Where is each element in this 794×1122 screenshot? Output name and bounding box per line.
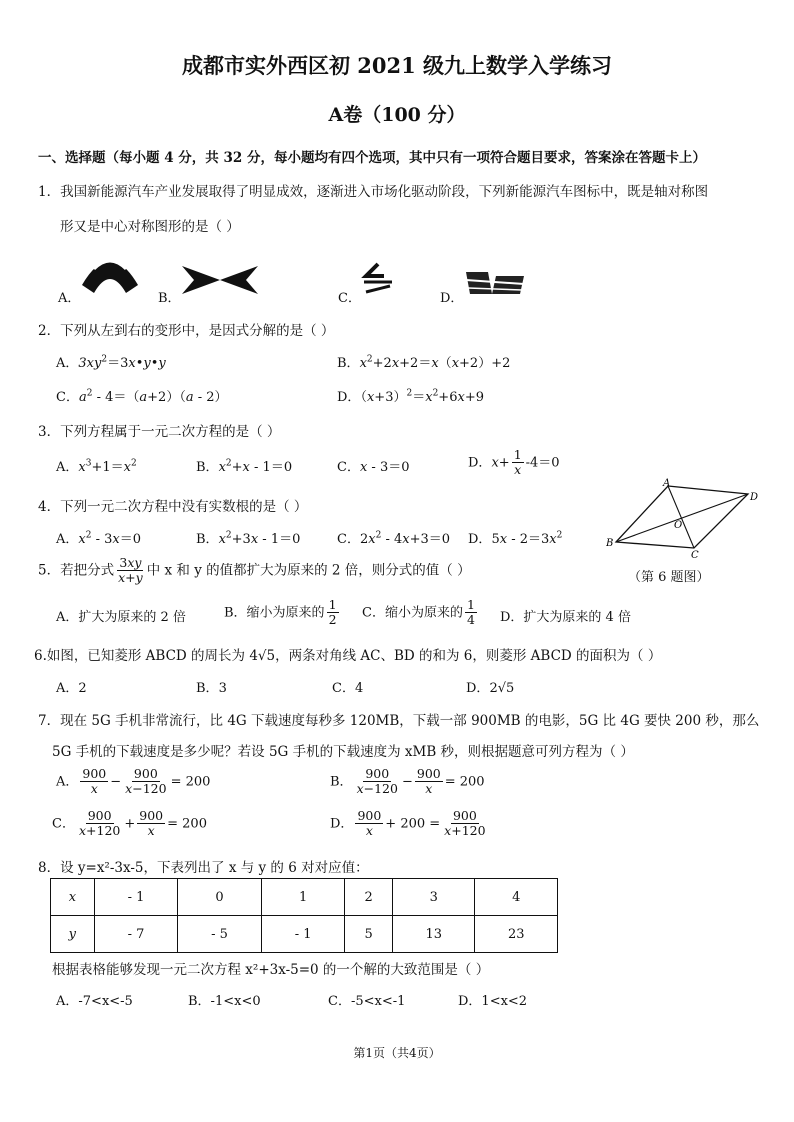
q6-option-c-label: C． [332,681,355,696]
q3-option-a-label: A． [56,460,79,475]
q2-option-b: B．$x^2+2x+2=x(x+2)+2$ [337,354,511,371]
table-cell: 2 [345,879,393,916]
q6-option-a [56,677,87,696]
q5-option-b: B．缩小为原来的 $\frac{1}{2}$ [224,597,337,628]
q2-option-d-label: D． [337,390,361,405]
rhombus-figure [606,476,766,560]
figure6-caption: （第 6 题图） [628,570,710,585]
q6-option-d [466,677,514,696]
table-cell: - 7 [94,916,178,953]
table-header-y: y [51,916,95,953]
q5-option-c-text: C．缩小为原来的 [362,605,463,621]
q3-option-b: B．$x^2+x - 1=0$ [196,458,293,475]
q4-option-c: C．$2x^2 - 4x+3=0$ [337,530,451,547]
paper-subtitle: A卷（100 分） [328,104,466,126]
q7-stem-line1: 7．现在 5G 手机非常流行，比 4G 下载速度每秒多 120MB，下载一部 900MB 的电影，5G 比 4G 要快 200 秒，那么 [38,713,760,729]
q7-option-d: D． $\frac{900}{x}$ + 200 = $\frac{900}{x+120}$ [330,808,486,839]
q7-option-c: C． $\frac{900}{x+120}$ + $\frac{900}{x}$ = 200 [52,808,207,839]
car-logo-d-icon [462,268,528,298]
q3-option-d: D．x+ $\frac{1}{x}$ -4＝0 [468,447,560,478]
q4-option-d-label: D． [468,532,492,547]
q3-option-a: A．$x^3+1=x^2$ [56,458,137,475]
q5-option-c: C．缩小为原来的 $\frac{1}{4}$ [362,597,475,628]
q1-option-c-label: C． [338,291,361,306]
q4-option-c-label: C． [337,532,360,547]
q4-stem: 4．下列一元二次方程中没有实数根的是（ ） [38,499,308,515]
center-o-label: O [674,520,683,531]
table-cell: 0 [178,879,262,916]
q8-option-a: A．-7<x<-5 [56,994,133,1009]
vertex-d-label: D [750,492,759,503]
q1-option-d-label: D． [440,291,464,306]
q3-option-c: C．x - 3＝0 [337,460,410,475]
q2-option-c-label: C． [56,390,79,405]
car-logo-b-icon [180,262,260,298]
q3-option-d-label: D． [468,455,492,471]
q5-option-b-text: B．缩小为原来的 [224,605,325,621]
q8-option-c: C．-5<x<-1 [328,994,406,1009]
q7-stem-line2: 5G 手机的下载速度是多少呢？若设 5G 手机的下载速度为 xMB 秒，则根据题意可列方程为（ ） [52,744,634,760]
q6-option-c [332,677,363,696]
q1-stem-line2: 形又是中心对称图形的是（ ） [60,219,240,235]
q6-option-a-label: A． [56,681,79,696]
q4-option-b-label: B． [196,532,219,547]
q1-option-a-label: A． [58,291,81,306]
q8-question: 根据表格能够发现一元二次方程 x²+3x-5=0 的一个解的大致范围是（ ） [52,962,490,978]
q6-option-b-value: 3 [218,681,227,696]
q6-option-b-label: B． [196,681,219,696]
q8-option-b: B．-1<x<0 [188,994,261,1009]
q8-option-d: D．1<x<2 [458,994,528,1009]
q5-stem-post: 中 x 和 y 的值都扩大为原来的 2 倍，则分式的值（ ） [146,562,471,579]
q7-option-c-label: C． [52,816,75,832]
q7-option-a-label: A． [56,774,79,790]
table-cell: 5 [345,916,393,953]
q7-option-d-label: D． [330,816,354,832]
q5-stem-pre: 5．若把分式 [38,562,115,579]
q3-stem: 3．下列方程属于一元二次方程的是（ ） [38,424,281,440]
table-cell: 4 [475,879,558,916]
q6-option-a-value: 2 [78,681,87,696]
q3-option-b-label: B． [196,460,219,475]
q7-option-b: B． $\frac{900}{x-120}$ − $\frac{900}{x}$ = 200 [330,766,485,797]
vertex-a-label: A [663,478,671,489]
table-cell: 3 [392,879,474,916]
q7-option-a: A． $\frac{900}{x}$ − $\frac{900}{x-120}$ = 200 [56,766,211,797]
q2-option-a: A．$3xy^2=3x•y•y$ [56,354,166,371]
table-cell: - 5 [178,916,262,953]
q6-option-b [196,677,227,696]
q5-option-a: A．扩大为原来的 2 倍 [56,610,186,625]
table-row [51,879,558,916]
q1-stem-line1: 1．我国新能源汽车产业发展取得了明显成效，逐渐进入市场化驱动阶段，下列新能源汽车图标中，既是轴对称图 [38,184,709,200]
q2-option-d: D．$(x+3)^2=x^2+6x+9$ [337,388,484,405]
q1-option-b-label: B． [158,291,181,306]
q4-option-b: B．$x^2+3x - 1=0$ [196,530,301,547]
q5-option-d: D．扩大为原来的 4 倍 [500,610,631,625]
q6-option-c-value: 4 [354,681,364,696]
q4-option-d: D．$5x - 2=3x^2$ [468,530,563,547]
table-cell: 1 [261,879,345,916]
section-heading: 一、选择题（每小题 4 分，共 32 分，每小题均有四个选项，其中只有一项符合题目要求，答案涂在答题卡上） [38,150,706,166]
q4-option-a: A．$x^2 - 3x=0$ [56,530,142,547]
q6-stem: 6.如图，已知菱形 ABCD 的周长为 4√5，两条对角线 AC、BD 的和为 6，则菱形 ABCD 的面积为（ ） [34,648,662,664]
table-cell: 13 [392,916,474,953]
table-cell: - 1 [94,879,178,916]
q8-value-table [50,878,558,953]
q2-option-a-label: A． [56,356,79,371]
vertex-b-label: B [606,538,614,549]
q8-stem: 8．设 y=x²-3x-5，下表列出了 x 与 y 的 6 对对应值： [38,860,369,876]
q6-option-d-label: D． [466,681,490,696]
q7-option-b-label: B． [330,774,353,790]
q6-option-d-value: 2√5 [489,681,515,696]
q2-stem: 2．下列从左到右的变形中，是因式分解的是（ ） [38,323,335,339]
car-logo-a-icon [80,245,140,297]
q5-stem: 5．若把分式 $\frac{3xy}{x+y}$ 中 x 和 y 的值都扩大为原来的 2 倍，则分式的值（ ） [38,555,471,586]
car-logo-c-icon [358,262,398,298]
vertex-c-label: C [691,550,699,560]
table-row [51,916,558,953]
table-header-x: x [51,879,95,916]
table-cell: - 1 [261,916,345,953]
q4-option-a-label: A． [56,532,79,547]
page-number: 第1页（共4页） [353,1046,441,1060]
table-cell: 23 [475,916,558,953]
q3-option-c-label: C． [337,460,360,475]
q2-option-c: C．$a^2 - 4=(a+2)(a - 2)$ [56,388,228,405]
page-title: 成都市实外西区初 2021 级九上数学入学练习 [181,53,613,78]
q2-option-b-label: B． [337,356,360,371]
